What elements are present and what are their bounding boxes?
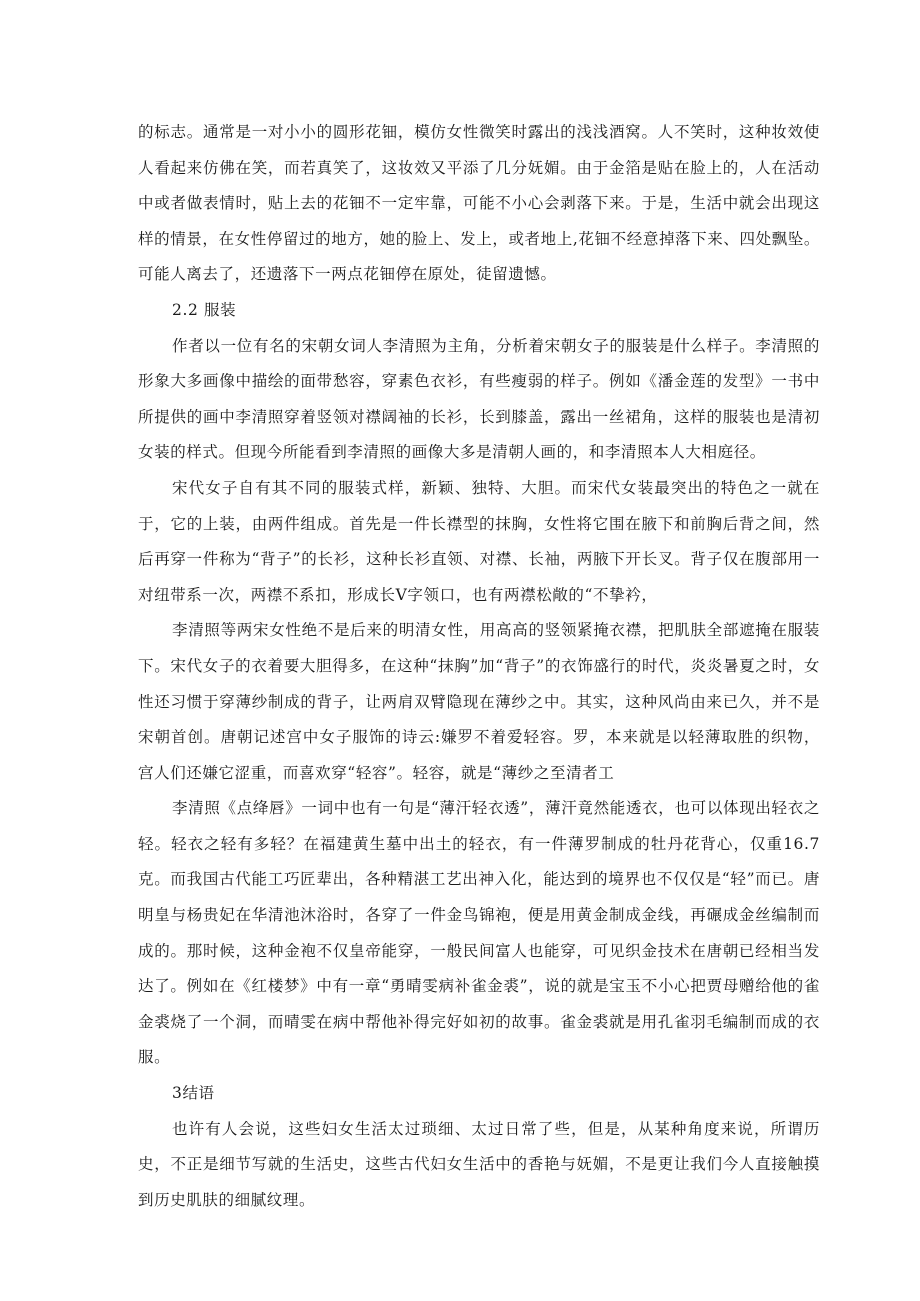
- paragraph-li-qingzhao-portrait: 作者以一位有名的宋朝女词人李清照为主角，分析着宋朝女子的服装是什么样子。李清照的形象大多画像中描绘的面带愁容，穿素色衣衫，有些瘦弱的样子。例如《潘金莲的发型》一书中所提供的画中李清照穿着竖领对襟阔袖的长衫，长到膝盖，露出一丝裙角，这样的服装也是清初女装的样式。但现今所能看到李清照的画像大多是清朝人画的，和李清照本人大相庭径。: [138, 336, 820, 462]
- paragraph-conclusion: 也许有人会说，这些妇女生活太过琐细、太过日常了些，但是，从某种角度来说，所谓历史，不正是细节写就的生活史，这些古代妇女生活中的香艳与妩媚，不是更让我们今人直接触摸到历史肌肤的细腻纹理。: [138, 1119, 820, 1209]
- section-heading-conclusion: 3结语: [172, 1084, 215, 1103]
- section-heading-clothing: 2.2 服装: [172, 300, 237, 319]
- paragraph-makeup-ending: 的标志。通常是一对小小的圆形花钿，模仿女性微笑时露出的浅浅酒窝。人不笑时，这种妆效使人看起来仿佛在笑，而若真笑了，这妆效又平添了几分妩媚。由于金箔是贴在脸上的，人在活动中或者做表情时，贴上去的花钿不一定牢靠，可能不小心会剥落下来。于是，生活中就会出现这样的情景，在女性停留过的地方，她的脸上、发上，或者地上,花钿不经意掉落下来、四处飘坠。可能人离去了，还遗落下一两点花钿停在原处，徒留遗憾。: [138, 123, 820, 284]
- paragraph-song-women-bold: 李清照等两宋女性绝不是后来的明清女性，用高高的竖领紧掩衣襟，把肌肤全部遮掩在服装下。宋代女子的衣着要大胆得多，在这种“抹胸”加“背子”的衣饰盛行的时代，炎炎暑夏之时，女性还习惯于穿薄纱制成的背子，让两肩双臂隐现在薄纱之中。其实，这种风尚由来已久，并不是宋朝首创。唐朝记述宫中女子服饰的诗云:嫌罗不着爱轻容。罗，本来就是以轻薄取胜的织物，宫人们还嫌它涩重，而喜欢穿“轻容”。轻容，就是“薄纱之至清者工: [138, 621, 820, 782]
- paragraph-light-clothing: 李清照《点绛唇》一词中也有一句是“薄汗轻衣透”，薄汗竟然能透衣，也可以体现出轻衣之轻。轻衣之轻有多轻？在福建黄生墓中出土的轻衣，有一件薄罗制成的牡丹花背心，仅重16.7克。而我国古代能工巧匠辈出，各种精湛工艺出神入化，能达到的境界也不仅仅是“轻”而已。唐明皇与杨贵妃在华清池沐浴时，各穿了一件金鸟锦袍，便是用黄金制成金线，再碾成金丝编制而成的。那时候，这种金袍不仅皇帝能穿，一般民间富人也能穿，可见织金技术在唐朝已经相当发达了。例如在《红楼梦》中有一章“勇晴雯病补雀金裘”，说的就是宝玉不小心把贾母赠给他的雀金裘烧了一个洞，而晴雯在病中帮他补得完好如初的故事。雀金裘就是用孔雀羽毛编制而成的衣服。: [138, 799, 820, 1067]
- paragraph-song-dress-style: 宋代女子自有其不同的服装式样，新颖、独特、大胆。而宋代女装最突出的特色之一就在于，它的上装，由两件组成。首先是一件长襟型的抹胸，女性将它围在腋下和前胸后背之间，然后再穿一件称为“背子”的长衫，这种长衫直领、对襟、长袖，两腋下开长叉。背子仅在腹部用一对纽带系一次，两襟不系扣，形成长V字领口，也有两襟松敞的“不挚衿，: [138, 478, 820, 604]
- document-body: [138, 115, 820, 1218]
